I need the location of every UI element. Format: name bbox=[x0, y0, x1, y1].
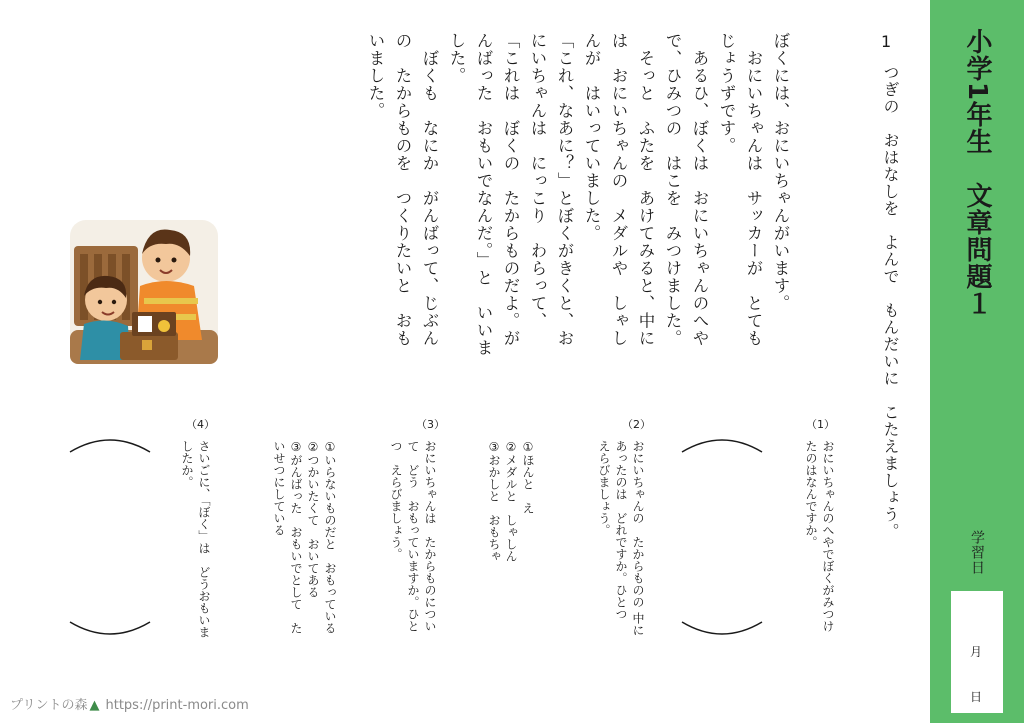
question-2-text: おにいちゃんの たからものの 中に あったのは どれですか。ひとつ えらびましょう。 bbox=[597, 440, 645, 648]
tree-icon: ▲ bbox=[89, 698, 100, 713]
site-name: プリントの森 bbox=[10, 698, 88, 713]
choice-item[interactable]: ①ほんと え bbox=[521, 440, 535, 514]
story-paragraph: 「これは ぼくの たからものだよ。がんばった おもいでなんだ。」と いいました。 bbox=[447, 32, 520, 357]
worksheet-title: 小学1年生 文章問題１ bbox=[962, 28, 992, 318]
two-boys-with-treasure-box-illustration bbox=[70, 220, 218, 364]
question-number: 1 bbox=[881, 32, 892, 51]
answer-area-4[interactable] bbox=[64, 432, 156, 642]
question-3-choices bbox=[270, 440, 338, 640]
question-label-1: （1） bbox=[806, 418, 835, 431]
story-paragraph: 「これ、なあに？」とぼくがきくと、おにいちゃんは にっこり わらって、 bbox=[528, 32, 574, 347]
answer-area-1[interactable] bbox=[676, 432, 768, 642]
question-4-text: さいごに、「ぼく」は どうおもいましたか。 bbox=[180, 440, 211, 638]
study-date-label: 学習日 bbox=[969, 530, 985, 575]
story-paragraph: あるひ、ぼくは おにいちゃんのへやで、ひみつの はこを みつけました。 bbox=[663, 32, 709, 347]
question-instruction: つぎの おはなしを よんで もんだいに こたえましょう。 bbox=[881, 64, 900, 540]
story-paragraph: ぼくには、おにいちゃんがいます。 bbox=[771, 32, 790, 312]
choice-item[interactable]: ②メダルと しゃしん bbox=[504, 440, 518, 562]
month-label: 月 bbox=[970, 645, 983, 659]
story-paragraph: ぼくも なにか がんばって、じぶんの たからものを つくりたいと おもいました。 bbox=[366, 32, 439, 347]
question-3-text: おにいちゃんは たからものについて どう おもっていますか。ひとつ えらびましょう。 bbox=[389, 440, 437, 632]
question-label-4: （4） bbox=[186, 418, 215, 431]
question-label-3: （3） bbox=[416, 418, 445, 431]
day-label: 日 bbox=[970, 690, 983, 704]
story-paragraph: おにいちゃんは サッカーが とても じょうずです。 bbox=[717, 32, 763, 365]
question-2-choices bbox=[485, 440, 536, 640]
choice-item[interactable]: ②つかいたくて おいてある bbox=[306, 440, 320, 598]
question-label-2: （2） bbox=[622, 418, 651, 431]
choice-item[interactable]: ③がんばった おもいでとして たいせつにしている bbox=[272, 440, 303, 634]
story-paragraph: そっと ふたを あけてみると、中には おにいちゃんの メダルや しゃしんが はいっていました。 bbox=[582, 32, 655, 347]
question-1-text: おにいちゃんのへやでぼくがみつけたのはなんですか。 bbox=[804, 440, 835, 632]
choice-item[interactable]: ③おかしと おもちゃ bbox=[487, 440, 501, 562]
choice-item[interactable]: ①いらないものだと おもっている bbox=[323, 440, 337, 634]
footer bbox=[10, 694, 249, 713]
site-url[interactable]: https://print-mori.com bbox=[105, 698, 249, 713]
story-text bbox=[362, 32, 794, 365]
